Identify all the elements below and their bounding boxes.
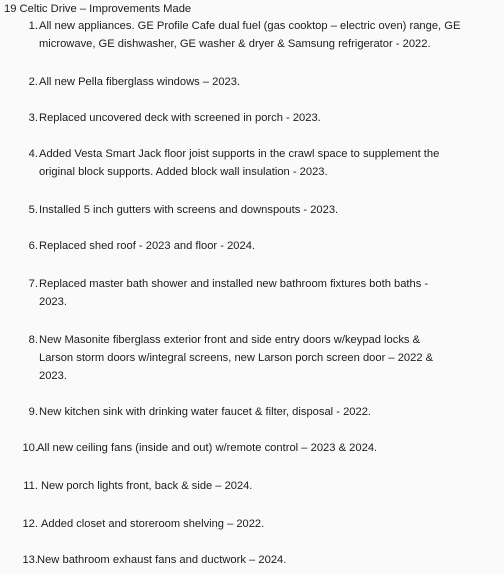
item-text-line: All new ceiling fans (inside and out) w/remote control – 2023 & 2024. — [37, 442, 378, 454]
item-text — [41, 477, 504, 495]
item-text-line: New Masonite fiberglass exterior front and side entry doors w/keypad locks & — [39, 334, 421, 346]
item-text — [39, 275, 503, 311]
item-number: 10. — [22, 442, 38, 454]
item-text — [39, 17, 503, 53]
item-text-line: microwave, GE dishwasher, GE washer & dryer & Samsung refrigerator - 2022. — [39, 38, 431, 50]
item-text-line: 2023. — [39, 296, 67, 308]
item-text-line: Added closet and storeroom shelving – 2022. — [41, 518, 265, 530]
item-text — [41, 515, 504, 533]
item-number: 6. — [28, 240, 38, 252]
item-text-line: 2023. — [39, 370, 67, 382]
item-number: 8. — [28, 334, 38, 346]
item-number: 2. — [28, 76, 38, 88]
item-text — [39, 109, 503, 127]
item-number: 4. — [28, 148, 38, 160]
item-text — [39, 201, 503, 219]
item-text-line: New porch lights front, back & side – 2024. — [41, 480, 253, 492]
item-text-line: Replaced shed roof - 2023 and floor - 2024. — [39, 240, 256, 252]
item-number: 9. — [28, 406, 38, 418]
item-number: 5. — [28, 204, 38, 216]
item-text-line: Larson storm doors w/integral screens, new Larson porch screen door – 2022 & — [39, 352, 434, 364]
item-text-line: All new appliances. GE Profile Cafe dual fuel (gas cooktop – electric oven) range, GE — [39, 20, 461, 32]
page-title: 19 Celtic Drive – Improvements Made — [4, 3, 192, 15]
item-text — [39, 403, 503, 421]
item-text — [39, 145, 503, 181]
item-text — [39, 237, 503, 255]
item-text-line: New kitchen sink with drinking water faucet & filter, disposal - 2022. — [39, 406, 372, 418]
item-text-line: All new Pella fiberglass windows – 2023. — [39, 76, 241, 88]
item-number: 1. — [28, 20, 38, 32]
item-number: 11. — [23, 480, 38, 492]
item-text-line: Replaced master bath shower and installed new bathroom fixtures both baths - — [39, 278, 429, 290]
item-number: 12. — [22, 518, 38, 530]
item-text-line: Added Vesta Smart Jack floor joist supports in the crawl space to supplement the — [39, 148, 440, 160]
item-text — [37, 551, 501, 569]
item-text — [39, 331, 503, 385]
item-number: 3. — [28, 112, 38, 124]
item-text-line: New bathroom exhaust fans and ductwork – 2024. — [37, 554, 287, 566]
item-text-line: Installed 5 inch gutters with screens and downspouts - 2023. — [39, 204, 339, 216]
item-number: 13. — [22, 554, 38, 566]
item-text-line: original block supports. Added block wall insulation - 2023. — [39, 166, 328, 178]
item-number: 7. — [28, 278, 38, 290]
item-text — [39, 73, 503, 91]
item-text-line: Replaced uncovered deck with screened in porch - 2023. — [39, 112, 321, 124]
item-text — [37, 439, 501, 457]
